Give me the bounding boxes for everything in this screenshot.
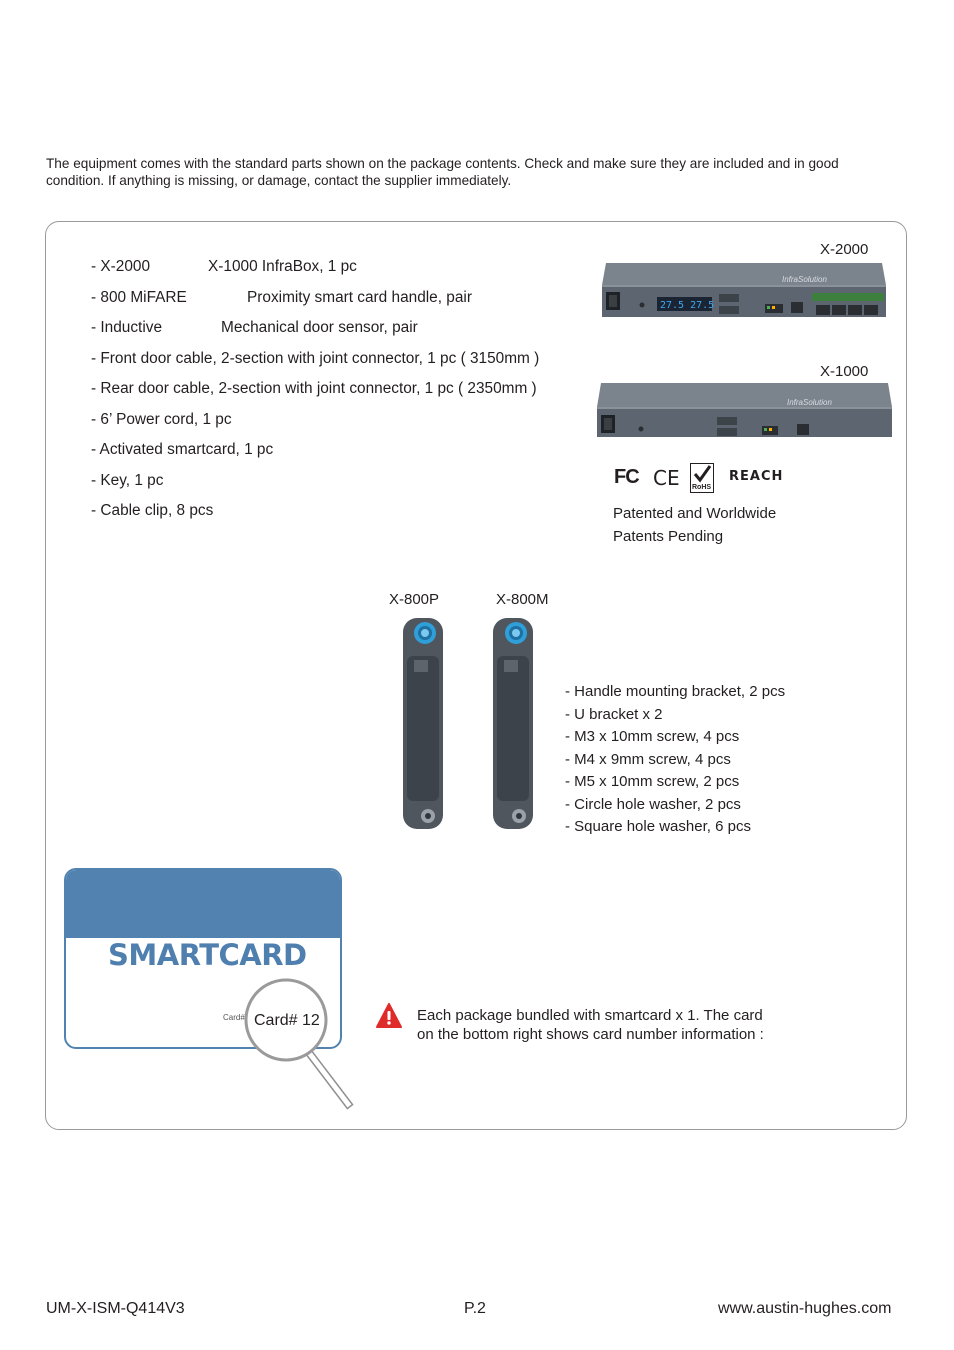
list-item — [91, 258, 357, 276]
list-item: - Activated smartcard, 1 pc — [91, 441, 274, 458]
item-desc: X-1000 InfraBox, 1 pc — [208, 258, 357, 275]
x800p-handle-image — [401, 616, 445, 831]
rohs-logo — [690, 463, 714, 493]
document-code: UM-X-ISM-Q414V3 — [46, 1300, 185, 1317]
list-item — [91, 289, 472, 307]
item-prefix: - 800 MiFARE — [91, 289, 187, 306]
magnified-card-number: Card# 12 — [254, 1012, 320, 1029]
list-item: - M4 x 9mm screw, 4 pcs — [565, 750, 731, 768]
magnified-area — [254, 1012, 326, 1038]
svg-text:InfraSolution: InfraSolution — [787, 398, 832, 407]
reach-logo: REACH — [729, 469, 784, 484]
list-item: - M3 x 10mm screw, 4 pcs — [565, 728, 740, 745]
x800m-handle-image — [491, 616, 535, 831]
intro-line-1: The equipment comes with the standard parts shown on the package contents. Check and make sure they are included and in good — [46, 156, 839, 171]
item-prefix: - X-2000 — [91, 258, 151, 275]
x2000-device-image — [602, 263, 886, 317]
notice-line-2: on the bottom right shows card number information : — [417, 1026, 764, 1043]
smartcard-title: SMARTCARD — [108, 938, 307, 972]
fcc-logo: FC — [614, 466, 639, 488]
rohs-text: RoHS — [692, 484, 712, 491]
intro-paragraph — [46, 155, 916, 189]
checkmark-icon — [693, 465, 712, 483]
x1000-device-image — [597, 383, 892, 437]
smartcard-header-band — [66, 870, 340, 938]
intro-line-2: condition. If anything is missing, or damage, contact the supplier immediately. — [46, 173, 512, 188]
list-item: - Handle mounting bracket, 2 pcs — [565, 683, 786, 700]
list-item: - Front door cable, 2-section with joint connector, 1 pc ( 3150mm ) — [91, 350, 540, 367]
list-item: - M5 x 10mm screw, 2 pcs — [565, 773, 740, 790]
accessories-list — [565, 681, 785, 839]
certification-logos — [613, 463, 803, 495]
item-desc: Proximity smart card handle, pair — [247, 289, 472, 306]
notice-line-1: Each package bundled with smartcard x 1. The card — [417, 1007, 763, 1024]
patent-notice — [613, 502, 776, 548]
website-link[interactable]: www.austin-hughes.com — [718, 1300, 892, 1317]
x1000-label: X-1000 — [820, 363, 869, 380]
ce-logo: CE — [653, 466, 680, 490]
x800m-label: X-800M — [496, 591, 549, 608]
list-item — [91, 319, 418, 337]
x2000-label: X-2000 — [820, 241, 869, 258]
svg-text:InfraSolution: InfraSolution — [782, 275, 827, 284]
x800p-label: X-800P — [389, 591, 440, 608]
item-desc: Mechanical door sensor, pair — [221, 319, 418, 336]
list-item: - U bracket x 2 — [565, 705, 663, 723]
list-item: - 6’ Power cord, 1 pc — [91, 411, 232, 428]
list-item: - Circle hole washer, 2 pcs — [565, 795, 741, 813]
page-number: P.2 — [464, 1300, 486, 1317]
item-prefix: - Inductive — [91, 319, 163, 336]
smartcard-notice — [417, 1006, 764, 1044]
magnifier-icon — [244, 978, 356, 1112]
patent-line-2: Patents Pending — [613, 528, 724, 545]
list-item: - Key, 1 pc — [91, 472, 164, 489]
patent-line-1: Patented and Worldwide — [613, 505, 777, 522]
warning-icon — [376, 1003, 402, 1029]
list-item: - Rear door cable, 2-section with joint connector, 1 pc ( 2350mm ) — [91, 380, 537, 397]
smartcard-number-small: Card# — [223, 1013, 245, 1022]
svg-text:27.5 27.5: 27.5 27.5 — [660, 300, 715, 311]
list-item: - Cable clip, 8 pcs — [91, 502, 214, 519]
list-item: - Square hole washer, 6 pcs — [565, 818, 751, 835]
